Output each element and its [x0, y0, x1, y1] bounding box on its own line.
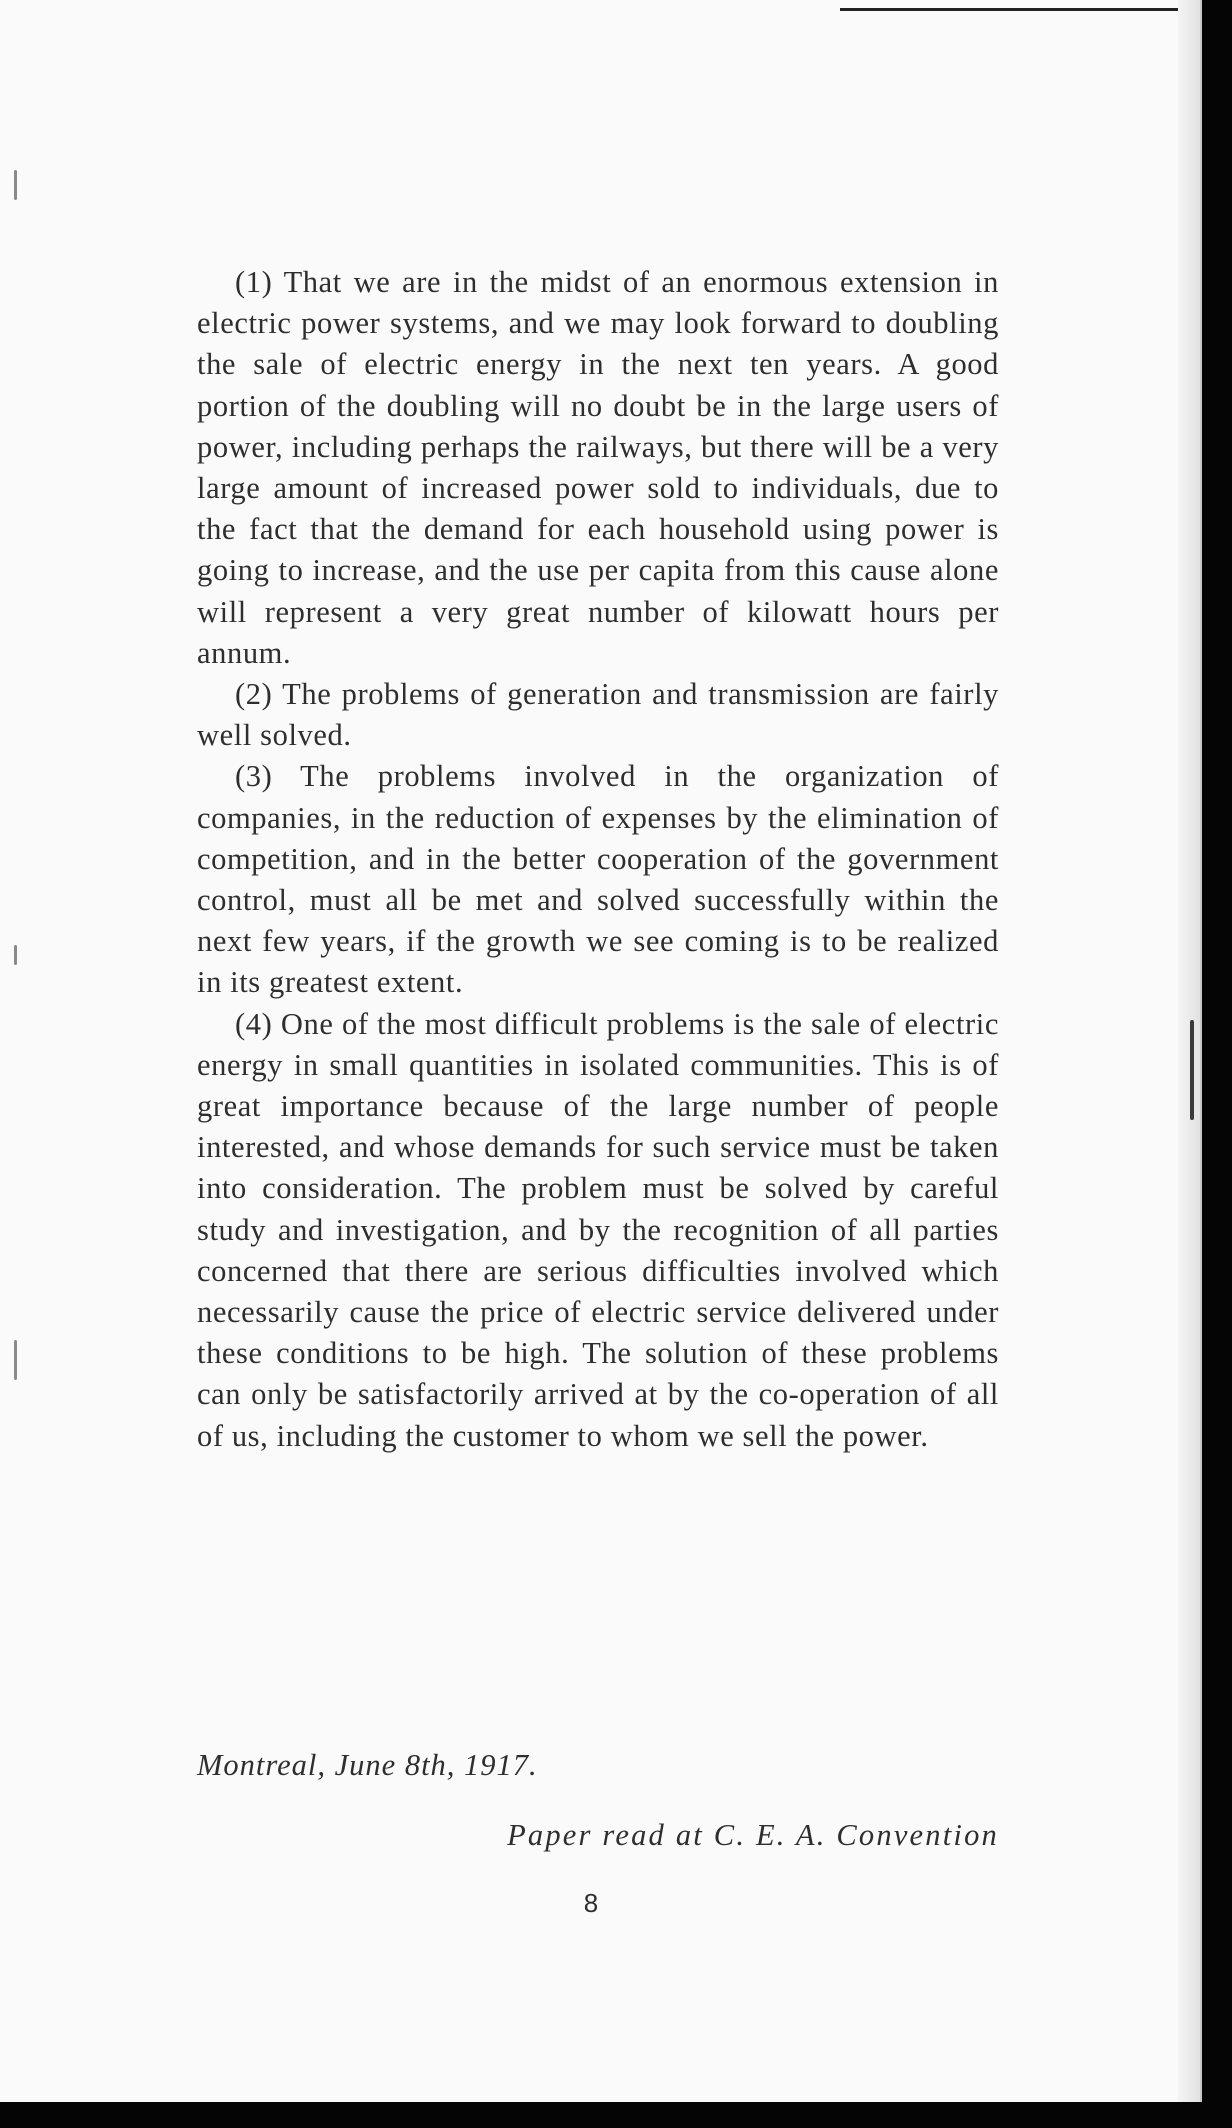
- scan-bottom-border: [0, 2102, 1232, 2128]
- scan-top-edge: [840, 0, 1180, 11]
- place-date: Montreal, June 8th, 1917.: [197, 1748, 538, 1782]
- paragraph-1: (1) That we are in the midst of an enormous extension in electric power systems, and we may look forward to doubling the sale of electric energy in the next ten years. A good portion of the doubling will no doubt be in the large users of power, including perhaps the railways, but there will be a very large amount of increased power sold to individuals, due to the fact that the demand for each household using power is going to increase, and the use per capita from this cause alone will represent a very great number of kilowatt hours per annum.: [197, 265, 999, 670]
- paragraph-3: (3) The problems involved in the organization of companies, in the reduction of expenses by the elimination of competition, and in the better cooperation of the government control, must all be met and solved successfully within the next few years, if the growth we see coming is to be realized in its greatest extent.: [197, 759, 999, 1000]
- scan-left-mark: [14, 170, 17, 200]
- convention-note: Paper read at C. E. A. Convention: [507, 1818, 999, 1852]
- scan-left-mark: [14, 1340, 17, 1380]
- scan-left-mark: [14, 945, 17, 965]
- scan-right-mark: [1190, 1020, 1194, 1120]
- page-number: 8: [583, 1888, 599, 1918]
- scan-right-border: [1202, 0, 1232, 2128]
- body-text: [197, 262, 999, 1457]
- paragraph-2: (2) The problems of generation and transmission are fairly well solved.: [197, 677, 999, 753]
- paragraph-4: (4) One of the most difficult problems is the sale of electric energy in small quantities in isolated communities. This is of great importance because of the large number of people interested, and whose demands for such service must be taken into consideration. The problem must be solved by careful study and investigation, and by the recognition of all parties concerned that there are serious difficulties involved which necessarily cause the price of electric service delivered under these conditions to be high. The solution of these problems can only be satisfactorily arrived at by the co-operation of all of us, including the customer to whom we sell the power.: [197, 1006, 999, 1453]
